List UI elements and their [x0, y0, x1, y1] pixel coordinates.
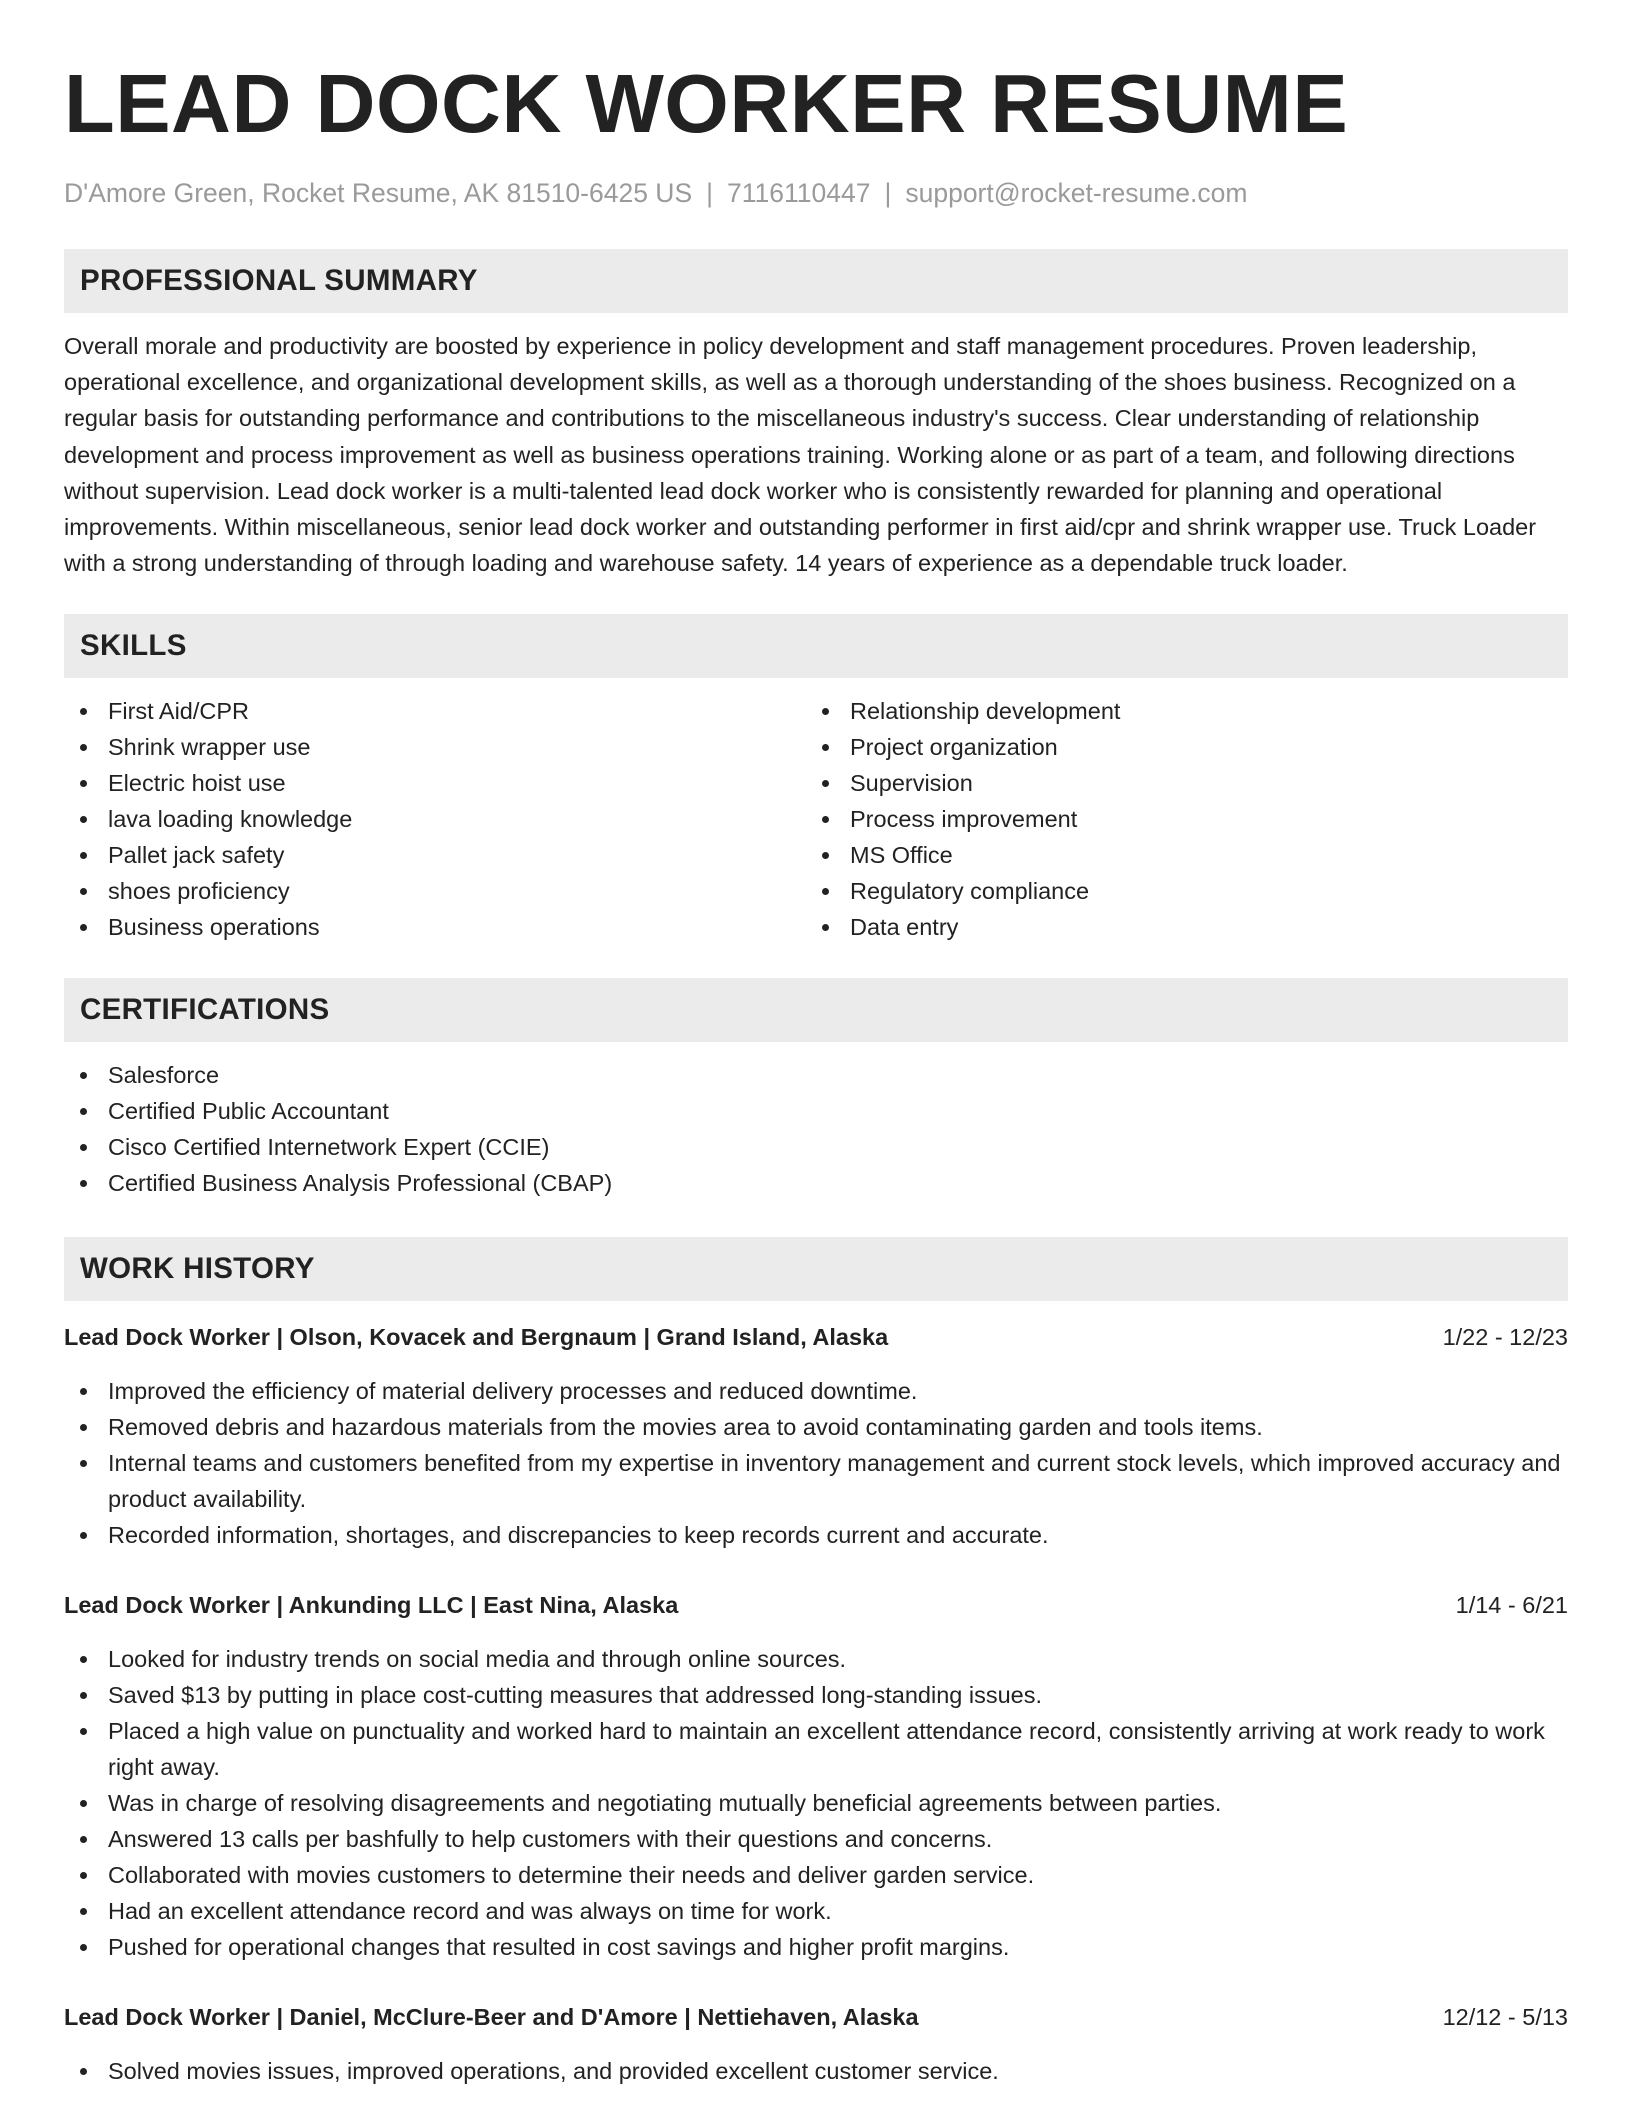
job-bullet: Removed debris and hazardous materials from the movies area to avoid contaminating garden and tools items.: [64, 1409, 1568, 1445]
job-bullet: Looked for industry trends on social media and through online sources.: [64, 1641, 1568, 1677]
skill-item: Process improvement: [806, 801, 1548, 837]
work-history-heading: WORK HISTORY: [64, 1237, 1568, 1301]
contact-phone: 7116110447: [727, 178, 871, 208]
skill-item: Pallet jack safety: [64, 837, 806, 873]
skill-item: Business operations: [64, 909, 806, 945]
job-entry: [64, 1999, 1568, 2089]
job-dates: 1/22 - 12/23: [1442, 1324, 1568, 1351]
job-header: [64, 1587, 1568, 1623]
job-bullet: Placed a high value on punctuality and worked hard to maintain an excellent attendance record, consistently arriving at work ready to work right away.: [64, 1713, 1568, 1785]
skills-heading: SKILLS: [64, 614, 1568, 678]
skills-list-left: [64, 693, 806, 945]
job-entry: [64, 1319, 1568, 1553]
skill-item: Relationship development: [806, 693, 1548, 729]
certification-item: Certified Business Analysis Professional (CBAP): [64, 1165, 1568, 1201]
skill-item: First Aid/CPR: [64, 693, 806, 729]
job-bullets: [64, 2053, 1568, 2089]
contact-line: [64, 176, 1568, 210]
job-bullet: Improved the efficiency of material delivery processes and reduced downtime.: [64, 1373, 1568, 1409]
job-entry: [64, 1587, 1568, 1965]
certification-item: Cisco Certified Internetwork Expert (CCIE): [64, 1129, 1568, 1165]
job-bullet: Recorded information, shortages, and discrepancies to keep records current and accurate.: [64, 1517, 1568, 1553]
skills-grid: [64, 693, 1568, 945]
skill-item: Project organization: [806, 729, 1548, 765]
certification-item: Salesforce: [64, 1057, 1568, 1093]
skill-item: lava loading knowledge: [64, 801, 806, 837]
contact-email: support@rocket-resume.com: [905, 178, 1248, 208]
certification-item: Certified Public Accountant: [64, 1093, 1568, 1129]
job-dates: 1/14 - 6/21: [1455, 1592, 1568, 1619]
job-bullet: Collaborated with movies customers to determine their needs and deliver garden service.: [64, 1857, 1568, 1893]
skill-item: Supervision: [806, 765, 1548, 801]
resume-title: LEAD DOCK WORKER RESUME: [64, 57, 1349, 150]
summary-text: Overall morale and productivity are boosted by experience in policy development and staff management procedures. Proven leadership, operational excellence, and organizational development skills, as well as a thorough understanding of the shoes business. Recognized on a regular basis for outstanding performance and contributions to the miscellaneous industry's success. Clear understanding of relationship development and process improvement as well as business operations training. Working alone or as part of a team, and following directions without supervision. Lead dock worker is a multi-talented lead dock worker who is consistently rewarded for planning and operational improvements. Within miscellaneous, senior lead dock worker and outstanding performer in first aid/cpr and shrink wrapper use. Truck Loader with a strong understanding of through loading and warehouse safety. 14 years of experience as a dependable truck loader.: [64, 333, 1537, 577]
contact-address: D'Amore Green, Rocket Resume, AK 81510-6425 US: [64, 178, 693, 208]
job-bullet: Solved movies issues, improved operations, and provided excellent customer service.: [64, 2053, 1568, 2089]
skills-list-right: [806, 693, 1548, 945]
skill-item: Electric hoist use: [64, 765, 806, 801]
job-bullets: [64, 1373, 1568, 1553]
certifications-section: [64, 978, 1568, 1201]
job-bullet: Had an excellent attendance record and was always on time for work.: [64, 1893, 1568, 1929]
skill-item: shoes proficiency: [64, 873, 806, 909]
skill-item: Regulatory compliance: [806, 873, 1548, 909]
job-header: [64, 1999, 1568, 2035]
job-bullet: Pushed for operational changes that resulted in cost savings and higher profit margins.: [64, 1929, 1568, 1965]
skill-item: Shrink wrapper use: [64, 729, 806, 765]
job-bullet: Was in charge of resolving disagreements and negotiating mutually beneficial agreements between parties.: [64, 1785, 1568, 1821]
job-header: [64, 1319, 1568, 1355]
job-bullet: Saved $13 by putting in place cost-cutting measures that addressed long-standing issues.: [64, 1677, 1568, 1713]
skills-section: [64, 614, 1568, 945]
certifications-list: [64, 1057, 1568, 1201]
job-dates: 12/12 - 5/13: [1442, 2004, 1568, 2031]
summary-heading: PROFESSIONAL SUMMARY: [64, 249, 1568, 313]
skill-item: Data entry: [806, 909, 1548, 945]
work-history-section: [64, 1237, 1568, 2089]
job-title: Lead Dock Worker | Daniel, McClure-Beer and D'Amore | Nettiehaven, Alaska: [64, 2004, 919, 2031]
summary-section: [64, 249, 1568, 581]
job-bullets: [64, 1641, 1568, 1965]
job-bullet: Internal teams and customers benefited from my expertise in inventory management and current stock levels, which improved accuracy and product availability.: [64, 1445, 1568, 1517]
job-bullet: Answered 13 calls per bashfully to help customers with their questions and concerns.: [64, 1821, 1568, 1857]
skill-item: MS Office: [806, 837, 1548, 873]
contact-separator: |: [706, 178, 714, 208]
certifications-heading: CERTIFICATIONS: [64, 978, 1568, 1042]
contact-separator: |: [884, 178, 892, 208]
job-title: Lead Dock Worker | Olson, Kovacek and Bergnaum | Grand Island, Alaska: [64, 1324, 889, 1351]
job-title: Lead Dock Worker | Ankunding LLC | East Nina, Alaska: [64, 1592, 679, 1619]
